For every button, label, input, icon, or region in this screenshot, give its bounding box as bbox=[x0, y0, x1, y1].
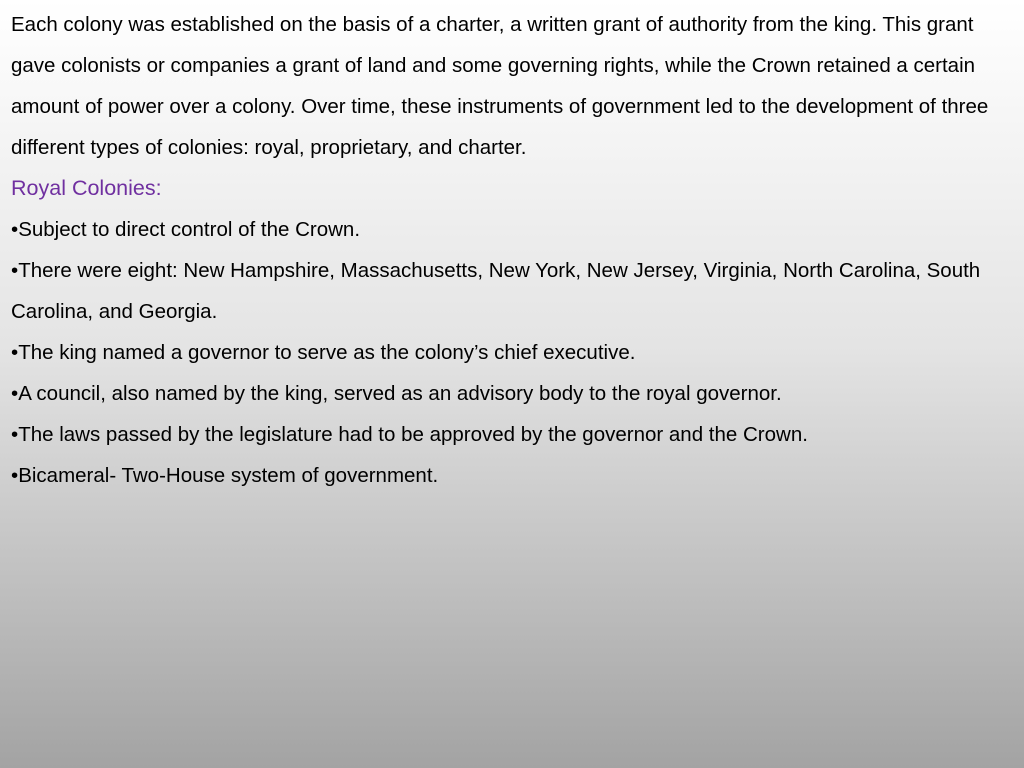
list-item bbox=[11, 250, 1016, 332]
slide-content bbox=[11, 4, 1016, 496]
list-item-text: The laws passed by the legislature had to be approved by the governor and the Crown. bbox=[18, 423, 808, 446]
intro-paragraph: Each colony was established on the basis of a charter, a written grant of authority from the king. This grant gave colonists or companies a grant of land and some governing rights, while the Crown retained a certain amount of power over a colony. Over time, these instruments of government led to the development of three different types of colonies: royal, proprietary, and charter. bbox=[11, 13, 989, 159]
bullet-icon: • bbox=[11, 259, 19, 282]
list-item-text: The king named a governor to serve as the colony’s chief executive. bbox=[18, 341, 636, 364]
list-item bbox=[11, 455, 1016, 496]
list-item bbox=[11, 209, 1016, 250]
royal-colonies-heading: Royal Colonies: bbox=[11, 176, 162, 200]
list-item-text: A council, also named by the king, served as an advisory body to the royal governor. bbox=[18, 382, 782, 405]
list-item bbox=[11, 373, 1016, 414]
list-item bbox=[11, 414, 1016, 455]
bullet-icon: • bbox=[11, 382, 19, 405]
list-item-text: There were eight: New Hampshire, Massachusetts, New York, New Jersey, Virginia, North Carolina, South Carolina, and Georgia. bbox=[11, 259, 981, 323]
bullet-icon: • bbox=[11, 341, 19, 364]
bullet-icon: • bbox=[11, 464, 19, 487]
bullet-icon: • bbox=[11, 423, 19, 446]
royal-colonies-list bbox=[11, 209, 1016, 496]
list-item-text: Bicameral- Two-House system of government. bbox=[18, 464, 439, 487]
bullet-icon: • bbox=[11, 218, 19, 241]
list-item bbox=[11, 332, 1016, 373]
list-item-text: Subject to direct control of the Crown. bbox=[18, 218, 361, 241]
